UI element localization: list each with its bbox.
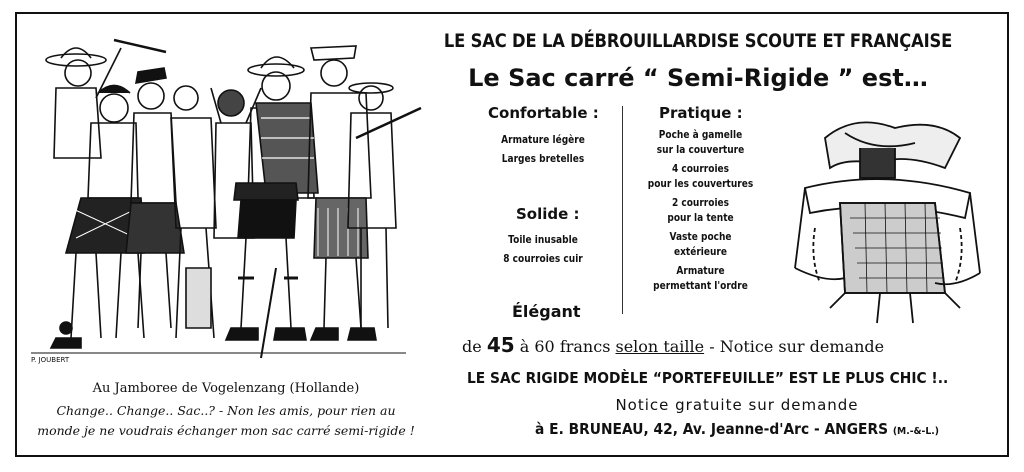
address-dept: (M.-&-L.)	[892, 426, 939, 437]
scouts-illustration	[26, 28, 426, 363]
address-main: à E. BRUNEAU, 42, Av. Jeanne-d'Arc - ANGERS	[535, 420, 889, 438]
elegant-heading: Élégant	[512, 302, 581, 321]
caption-dialogue	[26, 401, 426, 441]
pratique-item: Armature	[676, 264, 725, 277]
pratique-item: sur la couverture	[656, 143, 745, 156]
confortable-item: Larges bretelles	[501, 152, 585, 165]
price-low: 45	[486, 333, 515, 357]
solide-heading: Solide :	[516, 205, 580, 223]
price-underlined: selon taille	[615, 337, 705, 356]
pratique-item: 4 courroies	[671, 162, 730, 175]
price-suffix: - Notice sur demande	[709, 337, 885, 356]
backpack-illustration	[785, 108, 985, 328]
price-middle: à 60 francs	[519, 337, 611, 356]
confortable-heading: Confortable :	[488, 104, 599, 122]
pratique-list	[641, 125, 760, 295]
rigide-model-line: LE SAC RIGIDE MODÈLE “PORTEFEUILLE” EST LE PLUS CHIC !..	[467, 369, 949, 387]
price-prefix: de	[462, 337, 482, 356]
confortable-list	[482, 130, 605, 168]
pratique-item: extérieure	[673, 245, 728, 258]
address-line	[489, 420, 986, 438]
subheadline: Le Sac carré “ Semi-Rigide ” est…	[468, 64, 928, 92]
pratique-item: 2 courroies	[671, 196, 730, 209]
column-divider	[622, 106, 623, 314]
caption-line-2: Change.. Change.. Sac..? - Non les amis, pour rien au	[56, 403, 396, 418]
notice-line: Notice gratuite sur demande	[615, 396, 859, 414]
pratique-item: Vaste poche	[669, 230, 732, 243]
confortable-item: Armature légère	[501, 133, 585, 146]
price-line	[462, 333, 1007, 357]
pratique-item: permettant l'ordre	[653, 279, 748, 292]
caption-line-3: monde je ne voudrais échanger mon sac carré semi-rigide !	[37, 423, 415, 438]
pratique-item: pour les couvertures	[647, 177, 754, 190]
pratique-item: pour la tente	[667, 211, 734, 224]
solide-item: 8 courroies cuir	[503, 252, 583, 265]
pratique-item: Poche à gamelle	[658, 128, 743, 141]
pratique-heading: Pratique :	[659, 104, 743, 122]
artist-signature: P. JOUBERT	[31, 356, 70, 364]
solide-list	[482, 230, 605, 268]
headline: LE SAC DE LA DÉBROUILLARDISE SCOUTE ET FRANÇAISE	[443, 30, 953, 52]
solide-item: Toile inusable	[508, 233, 578, 246]
caption-title: Au Jamboree de Vogelenzang (Hollande)	[92, 381, 360, 396]
